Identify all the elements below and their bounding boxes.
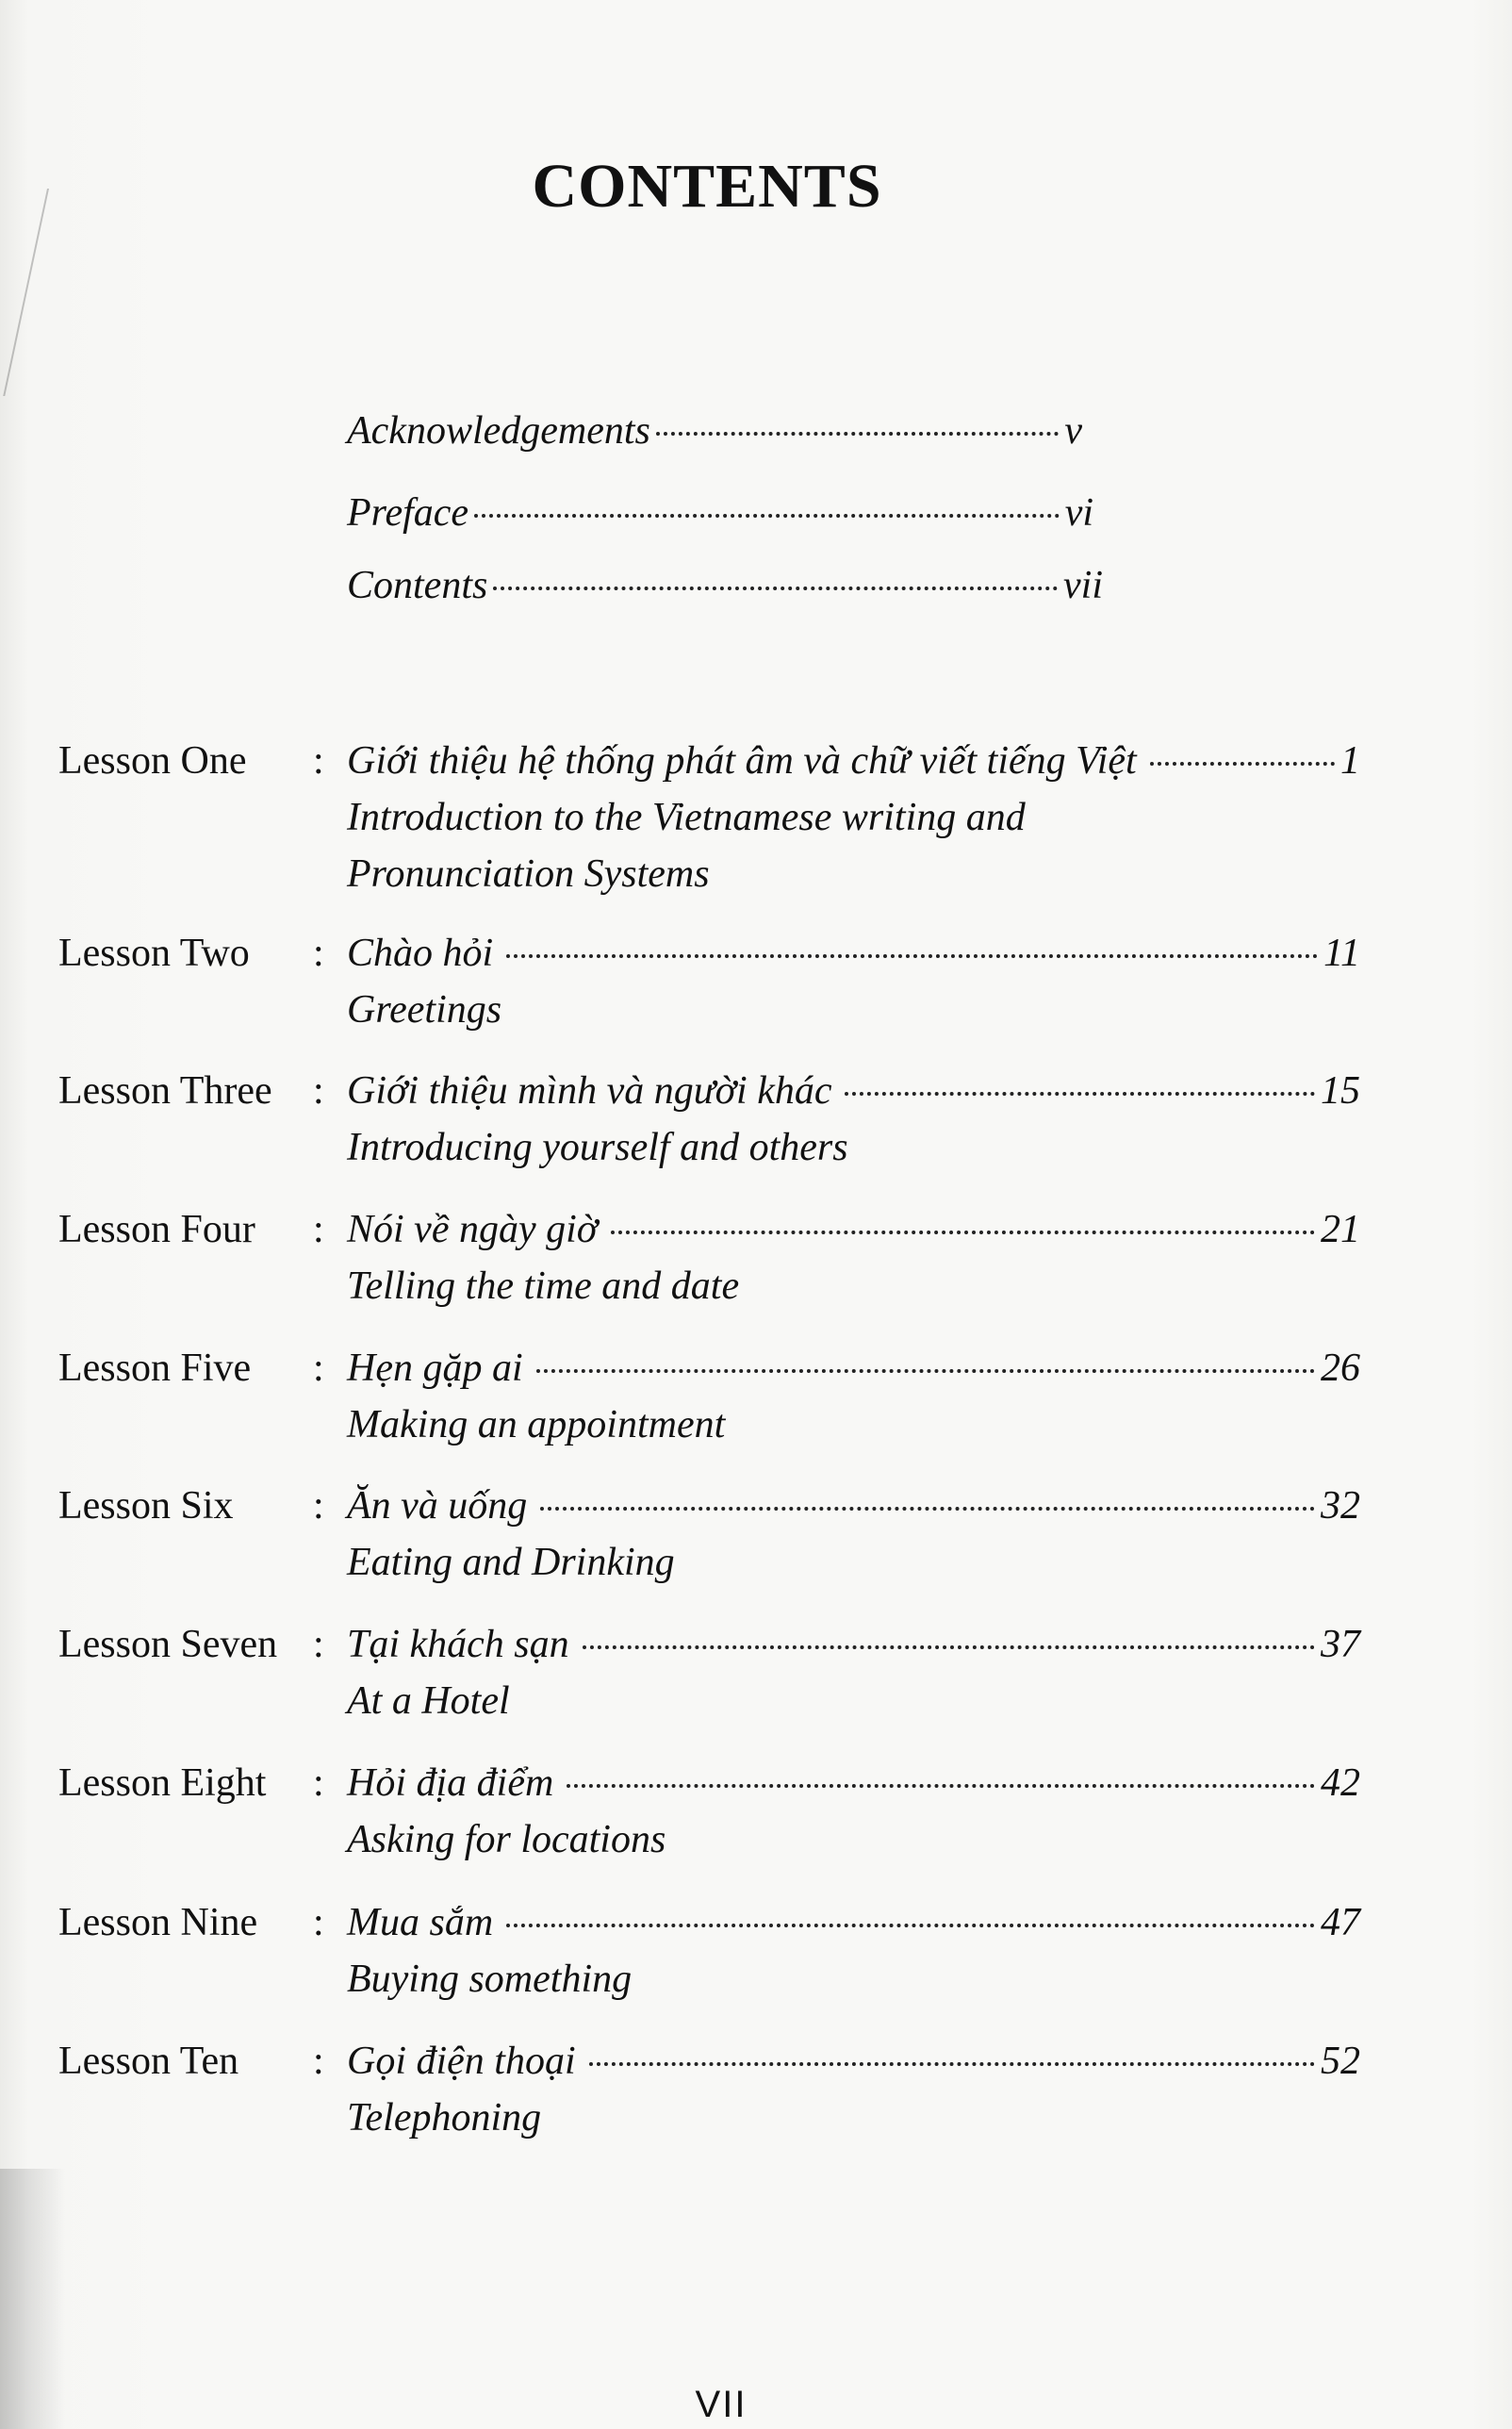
toc-entry-contents bbox=[347, 563, 1103, 608]
lesson-page: 47 bbox=[1321, 1901, 1360, 1944]
lesson-vietnamese-title: Giới thiệu hệ thống phát âm và chữ viết tiếng Việt bbox=[347, 739, 1137, 783]
lesson-vietnamese-title-line bbox=[347, 1622, 1360, 1667]
lesson-name: Lesson One bbox=[58, 739, 247, 783]
lesson-vietnamese-title: Gọi điện thoại bbox=[347, 2040, 576, 2083]
dot-leader bbox=[567, 1784, 1315, 1788]
lesson-vietnamese-title-line bbox=[347, 1900, 1360, 1945]
lesson-english-title: Asking for locations bbox=[347, 1818, 666, 1861]
lesson-english-title: Buying something bbox=[347, 1958, 633, 2001]
lesson-english-title-cont: Pronunciation Systems bbox=[347, 852, 710, 896]
page-title: CONTENTS bbox=[532, 152, 882, 221]
separator-colon: : bbox=[313, 1623, 324, 1666]
lesson-page: 37 bbox=[1321, 1623, 1360, 1666]
toc-entry-label: Preface bbox=[347, 491, 469, 535]
toc-entry-page: v bbox=[1064, 409, 1082, 453]
lesson-english-title: Telling the time and date bbox=[347, 1264, 740, 1308]
toc-entry-preface bbox=[347, 490, 1093, 536]
separator-colon: : bbox=[313, 1901, 324, 1944]
lesson-vietnamese-title-line bbox=[347, 2039, 1360, 2084]
lesson-vietnamese-title: Tại khách sạn bbox=[347, 1623, 569, 1666]
separator-colon: : bbox=[313, 2040, 324, 2083]
lesson-name: Lesson Five bbox=[58, 1347, 252, 1390]
lesson-vietnamese-title-line bbox=[347, 931, 1360, 976]
lesson-vietnamese-title-line bbox=[347, 1207, 1360, 1252]
lesson-name: Lesson Ten bbox=[58, 2040, 239, 2083]
toc-entry-label: Acknowledgements bbox=[347, 409, 650, 453]
lesson-english-title: Making an appointment bbox=[347, 1403, 726, 1446]
dot-leader bbox=[589, 2062, 1315, 2066]
dot-leader bbox=[493, 587, 1058, 590]
toc-entry-page: vii bbox=[1063, 564, 1103, 607]
toc-entry-page: vi bbox=[1064, 491, 1093, 535]
separator-colon: : bbox=[313, 1347, 324, 1390]
dot-leader bbox=[845, 1092, 1315, 1096]
lesson-vietnamese-title: Nói về ngày giờ bbox=[347, 1208, 599, 1251]
lesson-vietnamese-title: Hẹn gặp ai bbox=[347, 1347, 523, 1390]
lesson-english-title: At a Hotel bbox=[347, 1679, 510, 1723]
lesson-page: 21 bbox=[1321, 1208, 1360, 1251]
lesson-page: 15 bbox=[1321, 1069, 1360, 1113]
separator-colon: : bbox=[313, 1761, 324, 1805]
lesson-page: 11 bbox=[1323, 932, 1360, 975]
lesson-english-title: Telephoning bbox=[347, 2096, 542, 2140]
toc-entry-label: Contents bbox=[347, 564, 488, 607]
separator-colon: : bbox=[313, 1069, 324, 1113]
separator-colon: : bbox=[313, 739, 324, 783]
lesson-name: Lesson Two bbox=[58, 932, 250, 975]
dot-leader bbox=[536, 1369, 1315, 1373]
separator-colon: : bbox=[313, 1484, 324, 1528]
dot-leader bbox=[656, 432, 1059, 436]
lesson-vietnamese-title-line bbox=[347, 1483, 1360, 1528]
lesson-english-title: Introduction to the Vietnamese writing and bbox=[347, 796, 1026, 839]
lesson-page: 32 bbox=[1321, 1484, 1360, 1528]
lesson-vietnamese-title: Chào hỏi bbox=[347, 932, 494, 975]
lesson-vietnamese-title: Hỏi địa điểm bbox=[347, 1761, 554, 1805]
dot-leader bbox=[474, 514, 1060, 518]
lesson-vietnamese-title-line bbox=[347, 1068, 1360, 1114]
separator-colon: : bbox=[313, 1208, 324, 1251]
lesson-name: Lesson Seven bbox=[58, 1623, 278, 1666]
dot-leader bbox=[1150, 762, 1335, 766]
lesson-name: Lesson Nine bbox=[58, 1901, 258, 1944]
lesson-vietnamese-title: Mua sắm bbox=[347, 1901, 494, 1944]
lesson-vietnamese-title-line bbox=[347, 738, 1360, 784]
toc-entry-acknowledgements bbox=[347, 408, 1082, 454]
lesson-name: Lesson Four bbox=[58, 1208, 255, 1251]
lesson-english-title: Eating and Drinking bbox=[347, 1541, 675, 1584]
lesson-vietnamese-title-line bbox=[347, 1760, 1360, 1806]
lesson-vietnamese-title-line bbox=[347, 1346, 1360, 1391]
dot-leader bbox=[583, 1645, 1315, 1649]
dot-leader bbox=[506, 954, 1318, 958]
lesson-page: 52 bbox=[1321, 2040, 1360, 2083]
dot-leader bbox=[540, 1507, 1315, 1511]
lesson-english-title: Greetings bbox=[347, 988, 502, 1032]
page-number: VII bbox=[695, 2384, 748, 2425]
lesson-page: 1 bbox=[1340, 739, 1360, 783]
dot-leader bbox=[611, 1231, 1315, 1234]
lesson-vietnamese-title: Ăn và uống bbox=[347, 1484, 528, 1528]
lesson-name: Lesson Six bbox=[58, 1484, 234, 1528]
lesson-english-title: Introducing yourself and others bbox=[347, 1126, 848, 1169]
lesson-page: 26 bbox=[1321, 1347, 1360, 1390]
lesson-vietnamese-title: Giới thiệu mình và người khác bbox=[347, 1069, 832, 1113]
lesson-name: Lesson Three bbox=[58, 1069, 272, 1113]
lesson-name: Lesson Eight bbox=[58, 1761, 267, 1805]
lesson-page: 42 bbox=[1321, 1761, 1360, 1805]
separator-colon: : bbox=[313, 932, 324, 975]
dot-leader bbox=[506, 1924, 1315, 1927]
